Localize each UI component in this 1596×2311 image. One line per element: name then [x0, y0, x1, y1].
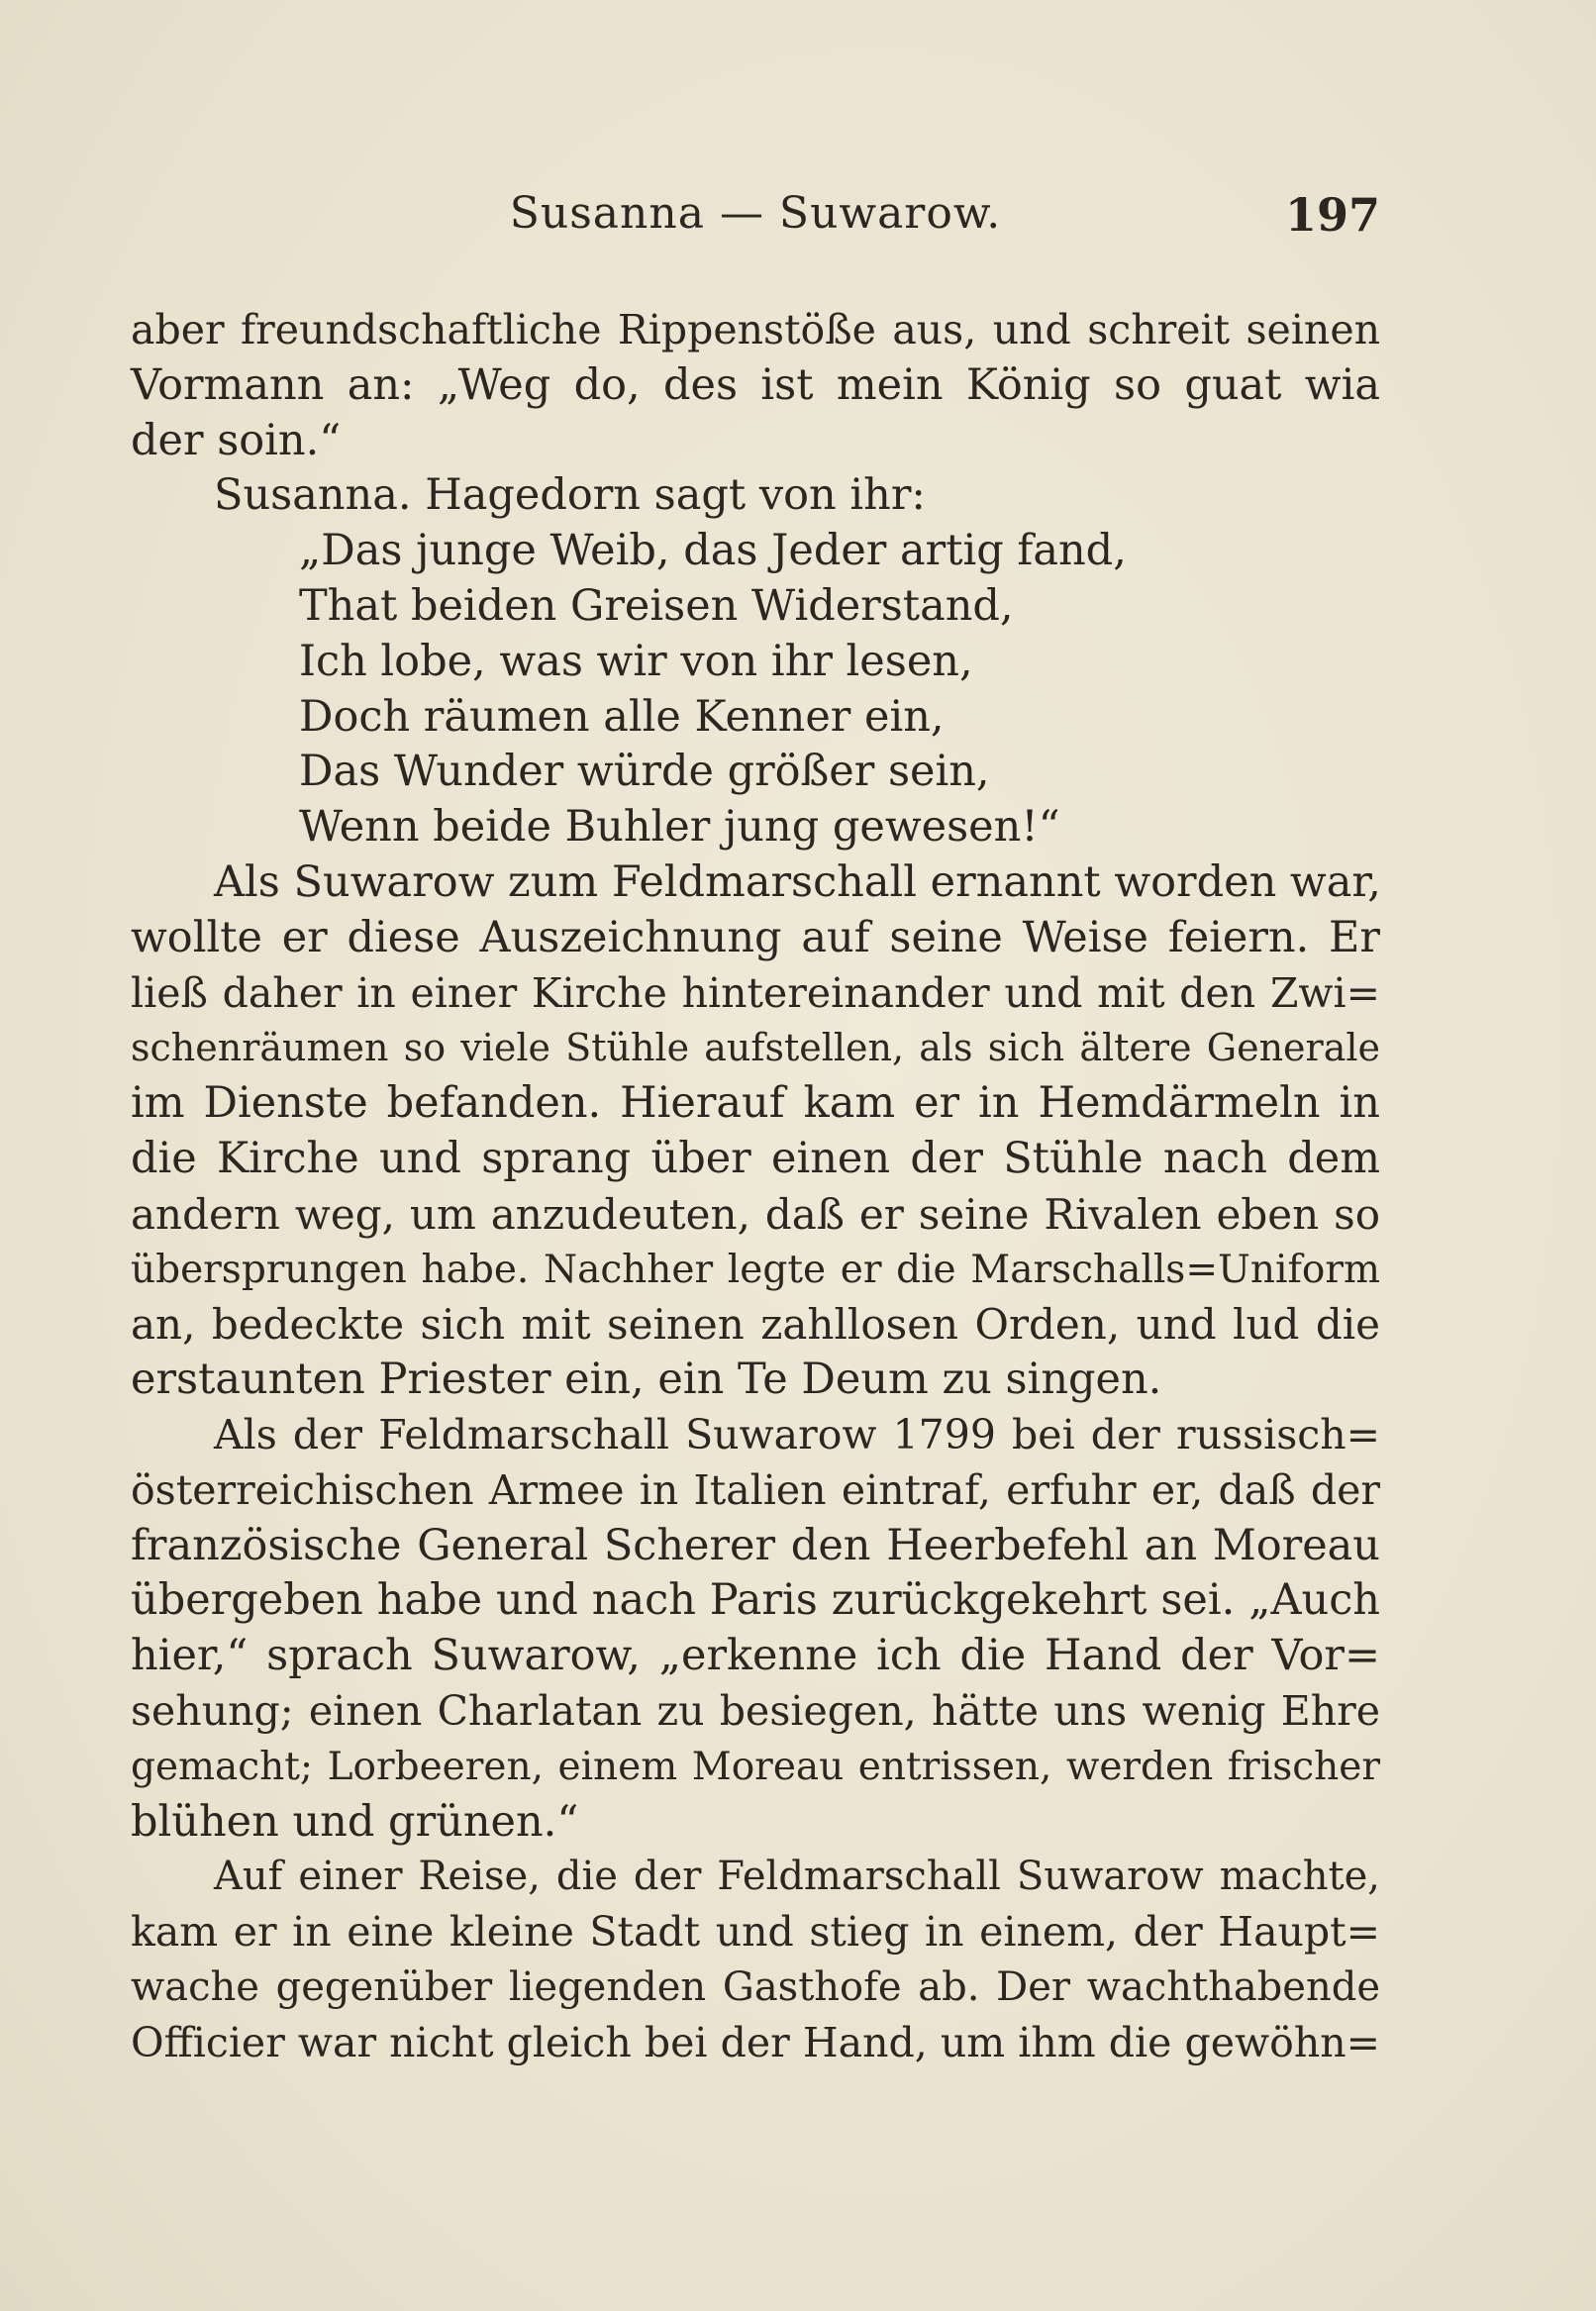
text-line: aber freundschaftliche Rippenstöße aus, und schreit seinen — [131, 306, 1380, 353]
running-title: Susanna — Suwarow. — [509, 188, 1002, 239]
body-text — [131, 303, 1380, 2071]
text-line: die Kirche und sprang über einen der Stühle nach dem — [131, 1133, 1380, 1183]
text-line: französische General Scherer den Heerbefehl an Moreau — [131, 1520, 1380, 1570]
verse-line: Wenn beide Buhler jung gewesen!“ — [299, 802, 1060, 853]
text-line: übersprungen habe. Nachher legte er die Marschalls=Uniform — [131, 1247, 1380, 1292]
text-line: im Dienste befanden. Hierauf kam er in Hemdärmeln in — [131, 1078, 1380, 1129]
verse-line: Ich lobe, was wir von ihr lesen, — [299, 636, 973, 686]
text-line: Susanna. Hagedorn sagt von ihr: — [214, 470, 926, 521]
text-line: der soin.“ — [131, 415, 342, 465]
text-line: Officier war nicht gleich bei der Hand, um ihm die gewöhn= — [131, 2018, 1380, 2066]
page-number: 197 — [1284, 188, 1380, 242]
page-header — [131, 188, 1380, 257]
text-line: Als der Feldmarschall Suwarow 1799 bei der russisch= — [214, 1410, 1380, 1458]
verse-line: That beiden Greisen Widerstand, — [299, 580, 1014, 631]
text-line: hier,“ sprach Suwarow, „erkenne ich die Hand der Vor= — [131, 1631, 1380, 1681]
verse-line: „Das junge Weib, das Jeder artig fand, — [299, 526, 1127, 576]
text-line: wache gegenüber liegenden Gasthofe ab. Der wachthabende — [131, 1963, 1380, 2010]
text-line: sehung; einen Charlatan zu besiegen, hätte uns wenig Ehre — [131, 1686, 1380, 1735]
text-line: erstaunten Priester ein, ein Te Deum zu singen. — [131, 1355, 1162, 1405]
text-line: blühen und grünen.“ — [131, 1796, 579, 1847]
text-line: ließ daher in einer Kirche hintereinander und mit den Zwi= — [131, 968, 1380, 1017]
text-line: übergeben habe und nach Paris zurückgekehrt sei. „Auch — [131, 1575, 1380, 1626]
verse-line: Das Wunder würde größer sein, — [299, 747, 990, 797]
text-line: Vormann an: „Weg do, des ist mein König so guat wia — [131, 359, 1380, 410]
text-line: an, bedeckte sich mit seinen zahllosen Orden, und lud die — [131, 1300, 1380, 1350]
text-line: andern weg, um anzudeuten, daß er seine Rivalen eben so — [131, 1189, 1380, 1239]
verse-line: Doch räumen alle Kenner ein, — [299, 691, 945, 742]
text-line: Auf einer Reise, die der Feldmarschall Suwarow machte, — [214, 1854, 1380, 1900]
text-line: österreichischen Armee in Italien eintraf, erfuhr er, daß der — [131, 1465, 1380, 1514]
text-line: schenräumen so viele Stühle aufstellen, als sich ältere Generale — [131, 1026, 1380, 1070]
text-line: gemacht; Lorbeeren, einem Moreau entrissen, werden frischer — [131, 1744, 1380, 1789]
text-line: Als Suwarow zum Feldmarschall ernannt worden war, — [214, 856, 1381, 907]
text-line: wollte er diese Auszeichnung auf seine Weise feiern. Er — [131, 912, 1380, 962]
text-line: kam er in eine kleine Stadt und stieg in einem, der Haupt= — [131, 1908, 1380, 1957]
